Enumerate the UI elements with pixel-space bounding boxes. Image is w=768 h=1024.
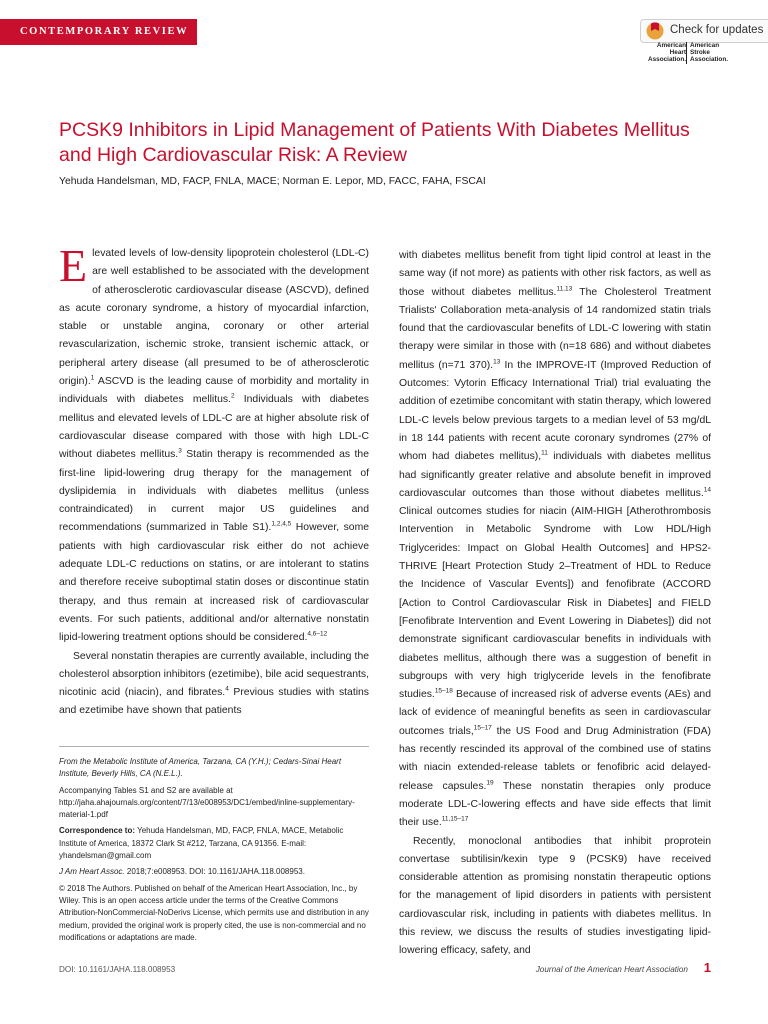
paragraph: with diabetes mellitus benefit from tight lipid control at least in the same way (if not more) as patients with other risk factors, as well as those without diabetes mellitus.$^{11,13}$ The Cholesterol Treatment Trialists' Collaboration meta-analysis of 14 randomized statin trials found that the cardiovascular benefits of LDL-C lowering with statin therapy were similar in those with (n=18 686) and without diabetes mellitus (n=71 370).$^{13}$ In the IMPROVE-IT (Improved Reduction of Outcomes: Vytorin Efficacy International Trial) trial evaluating the addition of ezetimibe concomitant with statin therapy, which lowered LDL-C levels below previous targets to a median level of 53 mg/dL in 18 144 patients with recent acute coronary syndromes (27% of whom had diabetes mellitus),$^{11}$ individuals with diabetes mellitus had significantly greater relative and absolute benefit in improved cardiovascular outcomes than those without diabetes mellitus.$^{14}$ Clinical outcomes studies for niacin (AIM-HIGH [Atherothrombosis Intervention in Metabolic Syndrome with Low HDL/High Triglycerides: Impact on Global Health Outcomes] and HPS2-THRIVE [Heart Protection Study 2–Treatment of HDL to Reduce the Incidence of Vascular Events]) and fenofibrate (ACCORD [Action to Control Cardiovascular Risk in Diabetes] and FIELD [Fenofibrate Intervention and Event Lowering in Diabetes]) did not demonstrate significant cardiovascular benefits in individuals with diabetes mellitus, although there was a suggestion of benefit in subgroups with very high triglyceride levels in the fenofibrate studies.$^{15-18}$ Because of increased risk of adverse events (AEs) and lack of evidence of meaningful benefits as seen in cardiovascular outcomes trials,$^{15-17}$ the US Food and Drug Administration (FDA) has recently rescinded its approval of the combined use of statins with niacin extended-release tablets or fenofibric acid delayed-release capsules.$^{19}$ These nonstatin therapies only produce moderate LDL-C-lowering effects and have side effects that limit their use.$^{11,15-17}$ [399, 250, 712, 829]
citation-ref[interactable]: 4 [225, 685, 229, 693]
drop-cap: E [59, 240, 88, 291]
section-label-bar [0, 19, 197, 45]
citation-ref[interactable]: 19 [486, 779, 494, 787]
paragraph: Recently, monoclonal antibodies that inhibit proprotein convertase subtilisin/kexin type 9 (PCSK9) have received considerable attention as promising nonstatin therapeutic options for the management of lipid disorders in patients with persistent cardiovascular risk, including in patients with diabetes mellitus. In this review, we discuss the results of studies investigating lipid-lowering efficacy, safety, and [399, 835, 711, 957]
footer-journal: Journal of the American Heart Association [535, 965, 688, 974]
footnote-divider [59, 746, 369, 747]
body-column-left [59, 240, 369, 721]
aha-asa-logo [618, 42, 768, 66]
footnotes [59, 756, 369, 948]
citation-ref[interactable]: 15–18 [434, 687, 453, 695]
citation-ref[interactable]: 2 [230, 392, 235, 400]
citation-ref[interactable]: 11 [541, 449, 548, 457]
footer-doi: DOI: 10.1161/JAHA.118.008953 [59, 965, 176, 974]
section-label: CONTEMPORARY REVIEW [20, 26, 189, 37]
paragraph: Several nonstatin therapies are currently available, including the cholesterol absorption inhibitors (ezetimibe), bile acid sequestrants, nicotinic acid (niacin), and fibrates.$^4$ Previous studies with statins and ezetimibe have shown that patients [59, 650, 369, 717]
asa-logo-text: American Stroke Association. [690, 42, 728, 64]
paragraph: Elevated levels of low-density lipoprotein cholesterol (LDL-C) are well established to be associated with the development of atherosclerotic cardiovascular disease (ASCVD), defined as acute coronary syndrome, a history of myocardial infarction, stable or unstable angina, coronary or other arterial revascularization, ischemic stroke, transient ischemic attack, or peripheral artery disease (all presumed to be of atherosclerotic origin).$^1$ ASCVD is the leading cause of morbidity and mortality in individuals with diabetes mellitus.$^2$ Individuals with diabetes mellitus and elevated levels of LDL-C are at higher absolute risk of cardiovascular disease compared with those with high LDL-C without diabetes mellitus.$^3$ Statin therapy is recommended as the first-line lipid-lowering drug therapy for the management of dyslipidemia in individuals with diabetes mellitus (unless contraindicated) in current major US guidelines and recommendations (summarized in Table S1).$^{1,2,4,5}$ However, some patients with high cardiovascular risk either do not achieve adequate LDL-C reductions on statins, or are intolerant to statins and therefore receive suboptimal statin doses or discontinue statin therapy, and thus remain at increased risk of cardiovascular events. For such patients, additional and/or alternative nonstatin lipid-lowering treatment options should be considered.$^{4,6-12}$ [59, 240, 369, 644]
copyright-note: © 2018 The Authors. Published on behalf of the American Heart Association, Inc., by Wiley. This is an open access article under the terms of the Creative Commons Attribution-NonCommercial-NoDerivs License, which permits use and distribution in any medium, provided the original work is properly cited, the use is non-commercial and no modifications or adaptations are made. [59, 883, 369, 942]
citation-ref[interactable]: 3 [178, 447, 182, 455]
citation-ref[interactable]: 15–17 [473, 724, 492, 732]
logo-divider [686, 42, 687, 64]
article-authors: Yehuda Handelsman, MD, FACP, FNLA, MACE; Norman E. Lepor, MD, FACC, FAHA, FSCAI [59, 176, 486, 187]
aha-logo-text: American Heart Association. [648, 42, 686, 64]
affiliation-note: From the Metabolic Institute of America, Tarzana, CA (Y.H.); Cedars-Sinai Heart Institute, Beverly Hills, CA (N.E.L.). [59, 757, 342, 779]
citation-ref[interactable]: 11,15–17 [441, 815, 469, 823]
check-updates-label: Check for updates [670, 24, 764, 36]
body-column-right [399, 247, 711, 961]
citation-ref[interactable]: 4,6–12 [307, 630, 328, 638]
citation-ref[interactable]: 13 [493, 358, 501, 366]
citation-ref[interactable]: 1,2,4,5 [271, 520, 292, 528]
citation-ref[interactable]: 1 [90, 374, 95, 382]
check-for-updates-button[interactable] [640, 19, 768, 43]
supplement-note[interactable]: Accompanying Tables S1 and S2 are available at http://jaha.ahajournals.org/content/7/13/e008953/DC1/embed/inline-supplementary-material-1.pdf [59, 785, 355, 820]
page-number: 1 [703, 960, 711, 975]
check-updates-icon [646, 22, 664, 40]
citation-ref[interactable]: 11,13 [556, 285, 573, 293]
citation-note: J Am Heart Assoc. 2018;7:e008953. DOI: 10.1161/JAHA.118.008953. [59, 867, 305, 877]
correspondence-note: Correspondence to: Yehuda Handelsman, MD, FACP, FNLA, MACE, Metabolic Institute of America, 18372 Clark St #212, Tarzana, CA 91356. E-mail: yhandelsman@gmail.com [59, 826, 344, 861]
citation-ref[interactable]: 14 [703, 486, 711, 494]
article-title: PCSK9 Inhibitors in Lipid Management of Patients With Diabetes Mellitus and High Cardiovascular Risk: A Review [59, 119, 690, 166]
